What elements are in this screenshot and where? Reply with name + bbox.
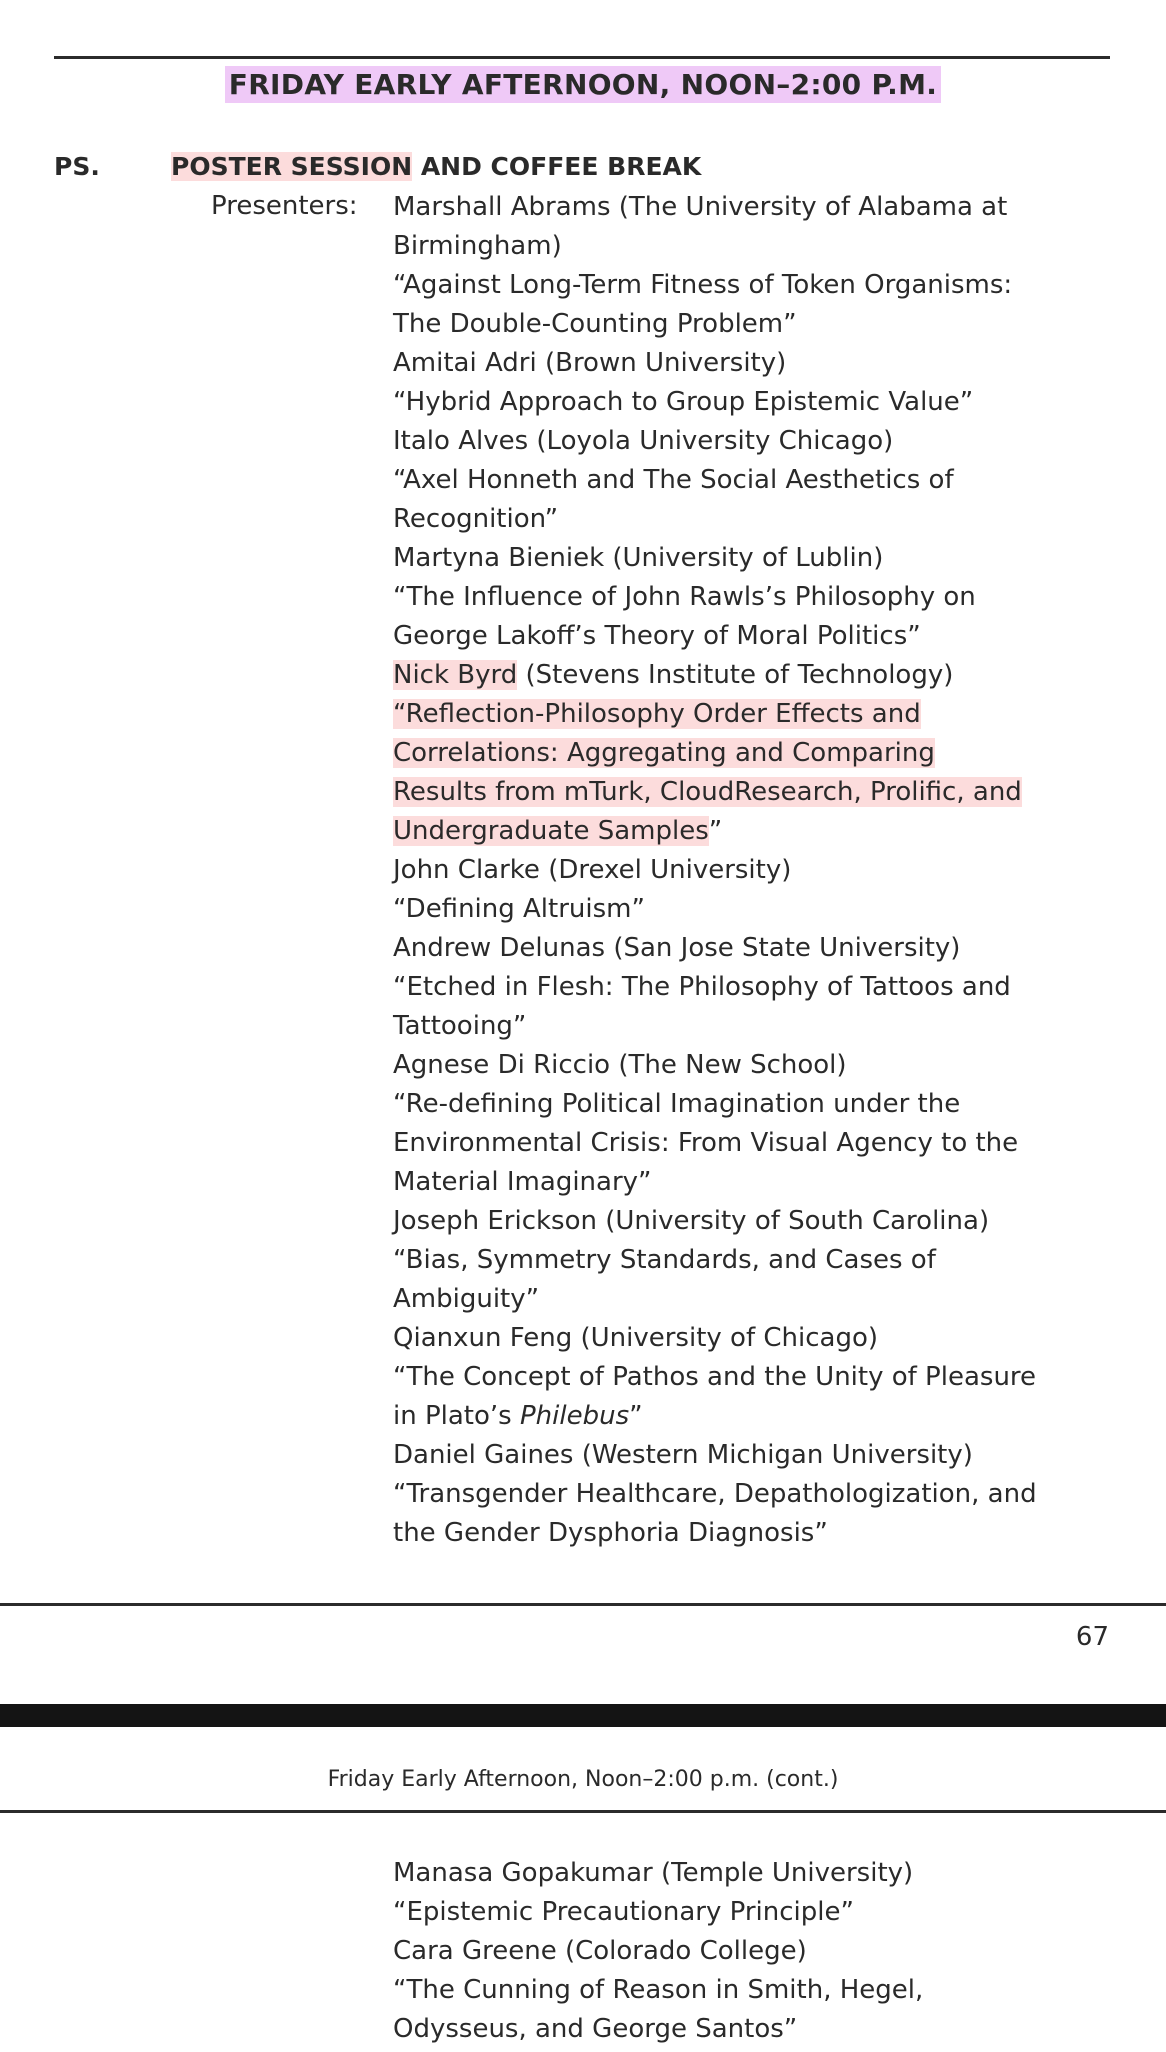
running-header: Friday Early Afternoon, Noon–2:00 p.m. (cont.)	[327, 1767, 839, 1792]
presenter-line: Martyna Bieniek (University of Lublin)	[393, 543, 884, 573]
page-number: 67	[1075, 1622, 1109, 1652]
presenter-line: Material Imaginary”	[393, 1167, 652, 1197]
presenter-line: “Defining Altruism”	[393, 894, 645, 924]
session-title	[171, 152, 701, 181]
session-code: PS.	[54, 152, 100, 181]
presenter-line: “Re-defining Political Imagination under the	[393, 1089, 961, 1119]
top-rule	[54, 56, 1110, 59]
presenter-line: Joseph Erickson (University of South Carolina)	[393, 1206, 990, 1236]
presenter-name-byrd	[393, 656, 1113, 695]
byrd-affiliation: (Stevens Institute of Technology)	[517, 660, 954, 690]
presenter-line: the Gender Dysphoria Diagnosis”	[393, 1518, 828, 1548]
presenter-line: “Transgender Healthcare, Depathologization, and	[393, 1479, 1037, 1509]
page-separator	[0, 1704, 1166, 1727]
page-title	[0, 68, 1166, 101]
bottom-rule	[0, 1603, 1166, 1606]
presenter-line: Environmental Crisis: From Visual Agency to the	[393, 1128, 1019, 1158]
presenter-line: “The Concept of Pathos and the Unity of Pleasure	[393, 1362, 1037, 1392]
running-header-rule	[0, 1810, 1166, 1813]
presenter-line: “The Cunning of Reason in Smith, Hegel,	[393, 1975, 924, 2005]
byrd-title-line	[393, 734, 1113, 773]
presenter-line: Amitai Adri (Brown University)	[393, 348, 787, 378]
presenter-line: Birmingham)	[393, 231, 562, 261]
byrd-title-line	[393, 695, 1113, 734]
session-title-rest: AND COFFEE BREAK	[412, 152, 702, 181]
presenter-line: Agnese Di Riccio (The New School)	[393, 1050, 847, 1080]
presenter-list	[393, 188, 1113, 1553]
plato-title-line	[393, 1397, 1113, 1436]
presenter-line: Marshall Abrams (The University of Alabama at	[393, 192, 1008, 222]
presenter-line: “Against Long-Term Fitness of Token Organisms:	[393, 270, 1013, 300]
presenter-line: “Etched in Flesh: The Philosophy of Tattoos and	[393, 972, 1011, 1002]
byrd-name-highlight: Nick Byrd	[393, 660, 518, 690]
presenter-line: Odysseus, and George Santos”	[393, 2014, 798, 2044]
presenter-line: Manasa Gopakumar (Temple University)	[393, 1858, 914, 1888]
byrd-title-line	[393, 773, 1113, 812]
presenter-line: Daniel Gaines (Western Michigan University)	[393, 1440, 973, 1470]
presenter-line: “Axel Honneth and The Social Aesthetics of	[393, 465, 954, 495]
presenter-line: “Hybrid Approach to Group Epistemic Value”	[393, 387, 974, 417]
session-title-highlight: POSTER SESSION	[171, 152, 413, 181]
byrd-title-highlight: Results from mTurk, CloudResearch, Prolific, and	[393, 777, 1022, 807]
byrd-title-last-line	[393, 812, 1113, 851]
presenters-label: Presenters:	[211, 191, 358, 221]
presenter-line: Recognition”	[393, 504, 559, 534]
byrd-title-last-highlight: Undergraduate Samples	[393, 816, 709, 846]
presenter-line: “Epistemic Precautionary Principle”	[393, 1897, 854, 1927]
presenter-line: George Lakoff’s Theory of Moral Politics”	[393, 621, 921, 651]
presenter-line: “The Influence of John Rawls’s Philosophy on	[393, 582, 976, 612]
presenter-line: The Double-Counting Problem”	[393, 309, 797, 339]
plato-title: Philebus	[519, 1401, 630, 1431]
presenter-line: “Bias, Symmetry Standards, and Cases of	[393, 1245, 936, 1275]
presenter-line: Cara Greene (Colorado College)	[393, 1936, 807, 1966]
byrd-title-highlight: Correlations: Aggregating and Comparing	[393, 738, 935, 768]
presenter-line: Ambiguity”	[393, 1284, 540, 1314]
presenter-list-continued	[393, 1854, 1113, 2049]
presenter-line: Tattooing”	[393, 1011, 527, 1041]
presenter-line: Italo Alves (Loyola University Chicago)	[393, 426, 894, 456]
plato-suffix: ”	[629, 1401, 643, 1431]
byrd-title-close: ”	[708, 816, 723, 846]
presenter-line: Andrew Delunas (San Jose State University)	[393, 933, 961, 963]
plato-prefix: in Plato’s	[393, 1401, 520, 1431]
presenter-line: John Clarke (Drexel University)	[393, 855, 792, 885]
page-title-highlight: FRIDAY EARLY AFTERNOON, NOON–2:00 P.M.	[225, 66, 941, 103]
byrd-title-highlight: “Reflection-Philosophy Order Effects and	[393, 699, 921, 729]
presenter-line: Qianxun Feng (University of Chicago)	[393, 1323, 879, 1353]
